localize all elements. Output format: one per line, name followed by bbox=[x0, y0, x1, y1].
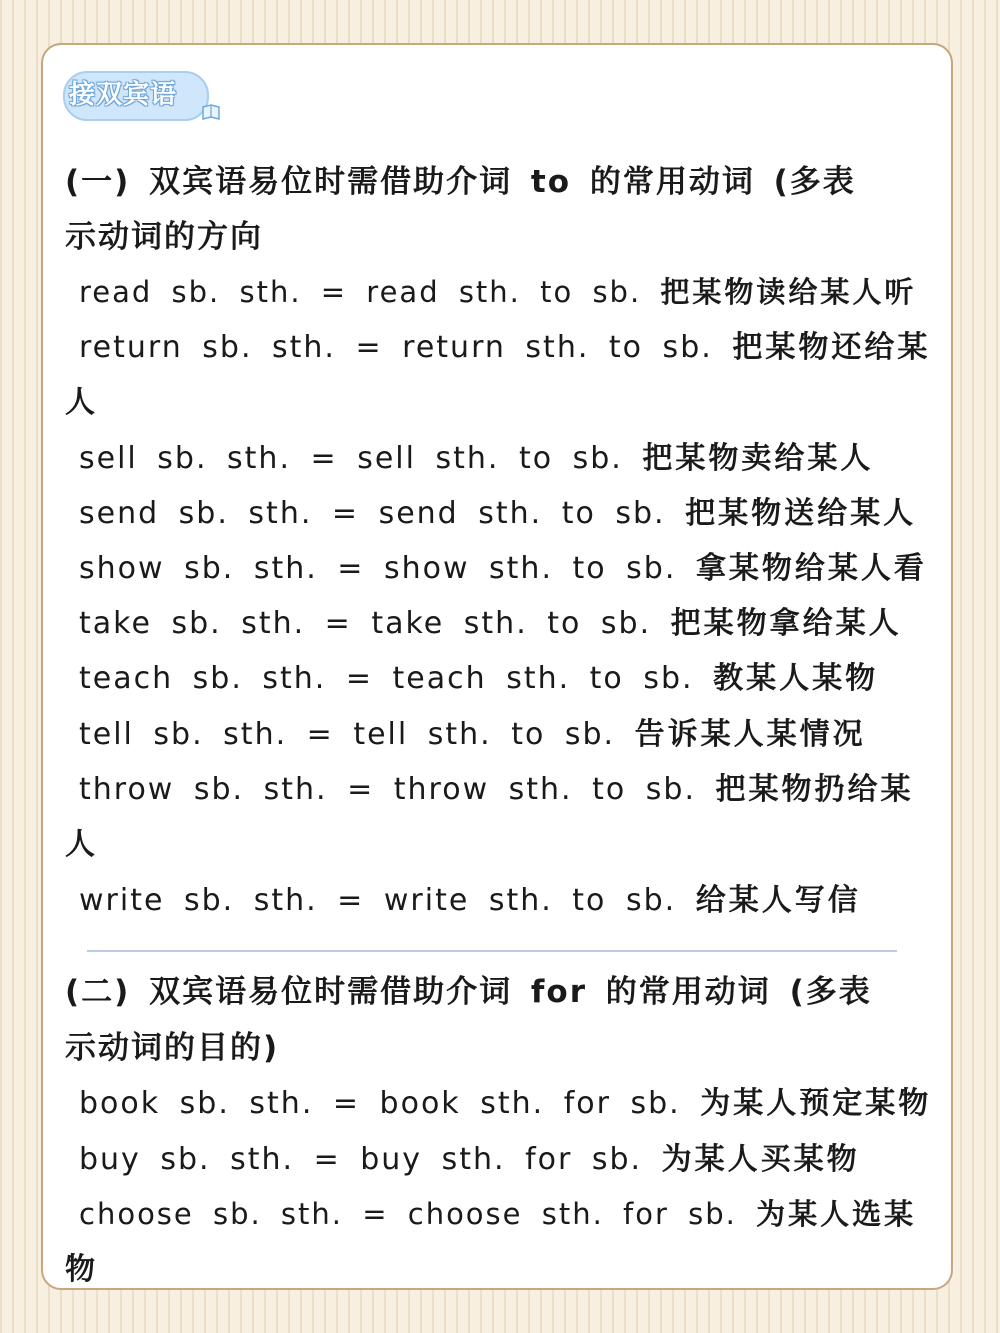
entry-write bbox=[79, 873, 933, 928]
entry-en: teach sb. sth. = teach sth. to sb. bbox=[79, 661, 694, 696]
book-icon bbox=[201, 103, 221, 121]
entry-choose-tail: 物 bbox=[65, 1252, 95, 1287]
entry-en: book sb. sth. = book sth. for sb. bbox=[79, 1086, 681, 1121]
entry-cn: 拿某物给某人看 bbox=[695, 551, 927, 586]
entry-en: send sb. sth. = send sth. to sb. bbox=[79, 496, 666, 531]
entry-en: show sb. sth. = show sth. to sb. bbox=[79, 551, 677, 586]
entry-cn: 给某人写信 bbox=[695, 883, 861, 918]
entry-en: sell sb. sth. = sell sth. to sb. bbox=[79, 441, 623, 476]
entry-buy bbox=[79, 1132, 933, 1187]
entry-tell bbox=[79, 707, 933, 762]
entry-show bbox=[79, 541, 933, 596]
entry-cn: 为某人选某 bbox=[756, 1197, 917, 1231]
entry-en: return sb. sth. = return sth. to sb. bbox=[79, 330, 713, 365]
entry-choose bbox=[79, 1187, 933, 1242]
entry-en: buy sb. sth. = buy sth. for sb. bbox=[79, 1142, 643, 1177]
entry-read bbox=[79, 265, 933, 320]
entry-cn: 教某人某物 bbox=[713, 661, 879, 696]
entry-en: take sb. sth. = take sth. to sb. bbox=[79, 606, 652, 641]
entry-sell bbox=[79, 431, 933, 486]
entry-throw-tail: 人 bbox=[65, 827, 95, 862]
section-tag-label: 接双宾语 bbox=[69, 80, 178, 110]
entry-en: read sb. sth. = read sth. to sb. bbox=[79, 275, 642, 309]
entry-cn: 把某物送给某人 bbox=[685, 496, 917, 531]
entry-cn: 把某物卖给某人 bbox=[642, 441, 874, 476]
entry-cn: 把某物还给某 bbox=[732, 330, 931, 365]
entry-return-tail: 人 bbox=[65, 385, 95, 420]
entry-send bbox=[79, 486, 933, 541]
entry-cn: 告诉某人某情况 bbox=[634, 717, 866, 752]
entry-cn: 为某人预定某物 bbox=[700, 1086, 932, 1121]
entry-return bbox=[79, 320, 933, 375]
entry-teach bbox=[79, 651, 933, 706]
entry-en: throw sb. sth. = throw sth. to sb. bbox=[79, 772, 696, 807]
section1-heading-line1: (一) 双宾语易位时需借助介词 to 的常用动词 (多表 bbox=[65, 164, 856, 200]
entry-cn: 为某人买某物 bbox=[661, 1142, 860, 1177]
entry-throw bbox=[79, 762, 933, 817]
entry-cn: 把某物扔给某 bbox=[715, 772, 914, 807]
entry-cn: 把某物拿给某人 bbox=[670, 606, 902, 641]
entry-cn: 把某物读给某人听 bbox=[660, 275, 917, 309]
section2-heading-line1: (二) 双宾语易位时需借助介词 for 的常用动词 (多表 bbox=[65, 974, 872, 1010]
entry-take bbox=[79, 596, 933, 651]
entry-en: write sb. sth. = write sth. to sb. bbox=[79, 883, 677, 918]
section1-heading-line2: 示动词的方向 bbox=[65, 219, 263, 255]
section-divider bbox=[87, 950, 897, 952]
section2-heading-line2: 示动词的目的) bbox=[65, 1030, 280, 1066]
entry-book bbox=[79, 1076, 933, 1131]
entry-en: choose sb. sth. = choose sth. for sb. bbox=[79, 1197, 737, 1231]
content-card bbox=[41, 43, 953, 1290]
entry-en: tell sb. sth. = tell sth. to sb. bbox=[79, 717, 616, 752]
